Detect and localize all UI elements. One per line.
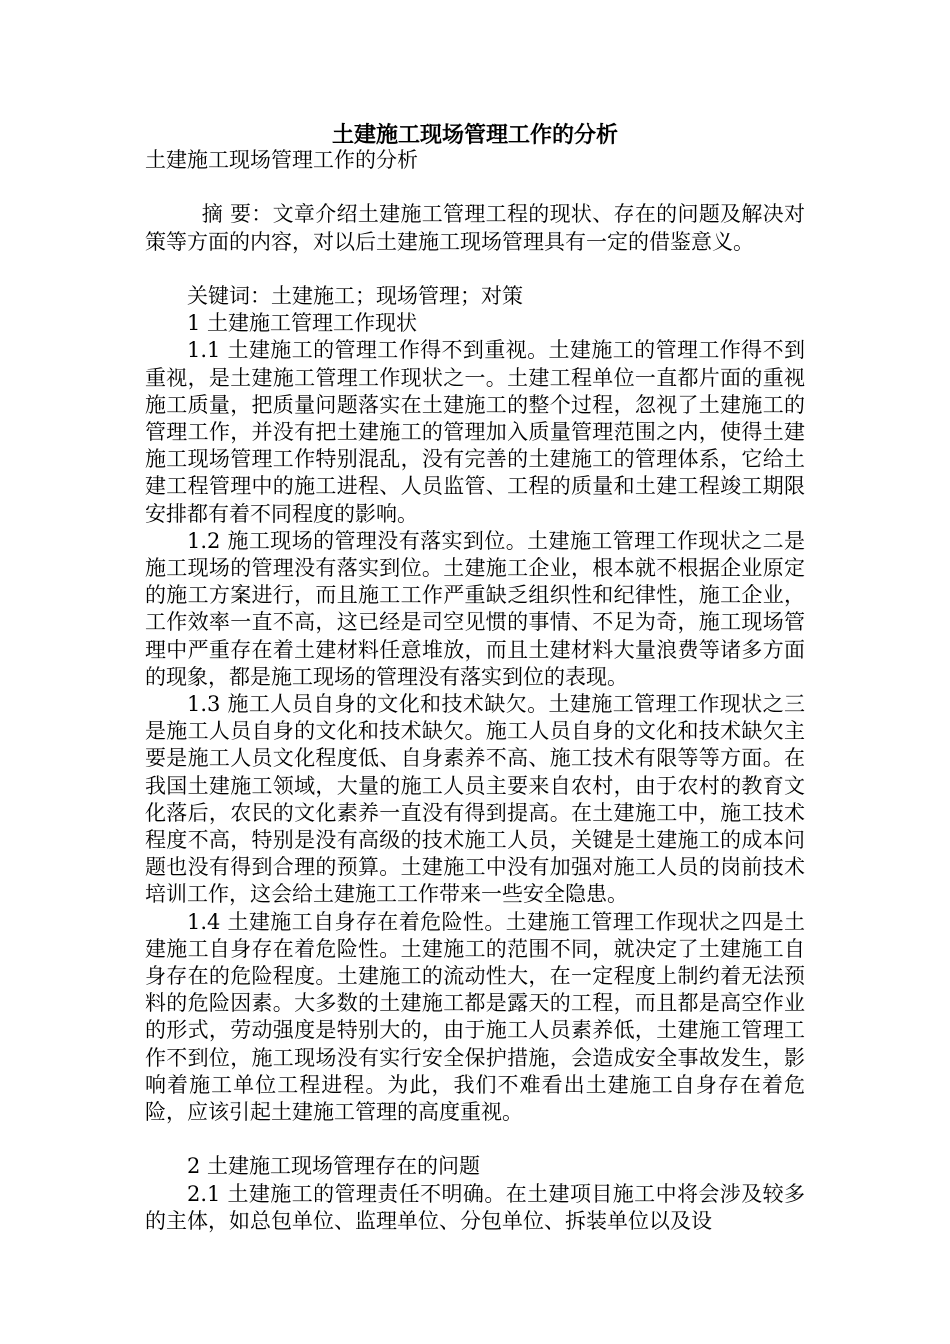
paragraph-1-2: 1.2 施工现场的管理没有落实到位。土建施工管理工作现状之二是施工现场的管理没有落实到位。土建施工企业，根本就不根据企业原定的施工方案进行，而且施工工作严重缺乏组织性和纪律性，施工企业，工作效率一直不高，这已经是司空见惯的事情、不足为奇，施工现场管理中严重存在着土建材料任意堆放，而且土建材料大量浪费等诸多方面的现象，都是施工现场的管理没有落实到位的表现。	[145, 528, 805, 689]
spacer	[145, 1126, 805, 1153]
paragraph-1-1: 1.1 土建施工的管理工作得不到重视。土建施工的管理工作得不到重视，是土建施工管理工作现状之一。土建工程单位一直都片面的重视施工质量，把质量问题落实在土建施工的整个过程，忽视了土建施工的管理工作，并没有把土建施工的管理加入质量管理范围之内，使得土建施工现场管理工作特别混乱，没有完善的土建施工的管理体系，它给土建工程管理中的施工进程、人员监管、工程的质量和土建工程竣工期限安排都有着不同程度的影响。	[145, 338, 805, 526]
paragraph-1-3: 1.3 施工人员自身的文化和技术缺欠。土建施工管理工作现状之三是施工人员自身的文化和技术缺欠。施工人员自身的文化和技术缺欠主要是施工人员文化程度低、自身素养不高、施工技术有限等等方面。在我国土建施工领域，大量的施工人员主要来自农村，由于农村的教育文化落后，农民的文化素养一直没有得到提高。在土建施工中，施工技术程度不高，特别是没有高级的技术施工人员，关键是土建施工的成本问题也没有得到合理的预算。土建施工中没有加强对施工人员的岗前技术培训工作，这会给土建施工工作带来一些安全隐患。	[145, 692, 805, 907]
paragraph-1-4: 1.4 土建施工自身存在着危险性。土建施工管理工作现状之四是土建施工自身存在着危险性。土建施工的范围不同，就决定了土建施工自身存在的危险程度。土建施工的流动性大，在一定程度上制约着无法预料的危险因素。大多数的土建施工都是露天的工程，而且都是高空作业的形式，劳动强度是特别大的，由于施工人员素养低，土建施工管理工作不到位，施工现场没有实行安全保护措施，会造成安全事故发生，影响着施工单位工程进程。为此，我们不难看出土建施工自身存在着危险，应该引起土建施工管理的高度重视。	[145, 909, 805, 1125]
document-body	[145, 147, 805, 1235]
spacer	[145, 174, 805, 201]
document-title: 土建施工现场管理工作的分析	[331, 123, 618, 148]
keywords-line: 关键词：土建施工；现场管理；对策	[187, 283, 523, 308]
spacer	[145, 256, 805, 283]
abstract-paragraph: 摘 要：文章介绍土建施工管理工程的现状、存在的问题及解决对策等方面的内容，对以后土建施工现场管理具有一定的借鉴意义。	[145, 202, 805, 254]
section-heading-2: 2 土建施工现场管理存在的问题	[187, 1154, 481, 1179]
document-subtitle: 土建施工现场管理工作的分析	[145, 148, 418, 172]
paragraph-2-1: 2.1 土建施工的管理责任不明确。在土建项目施工中将会涉及较多的主体，如总包单位、监理单位、分包单位、拆装单位以及设	[145, 1181, 805, 1233]
section-heading-1: 1 土建施工管理工作现状	[187, 311, 418, 336]
